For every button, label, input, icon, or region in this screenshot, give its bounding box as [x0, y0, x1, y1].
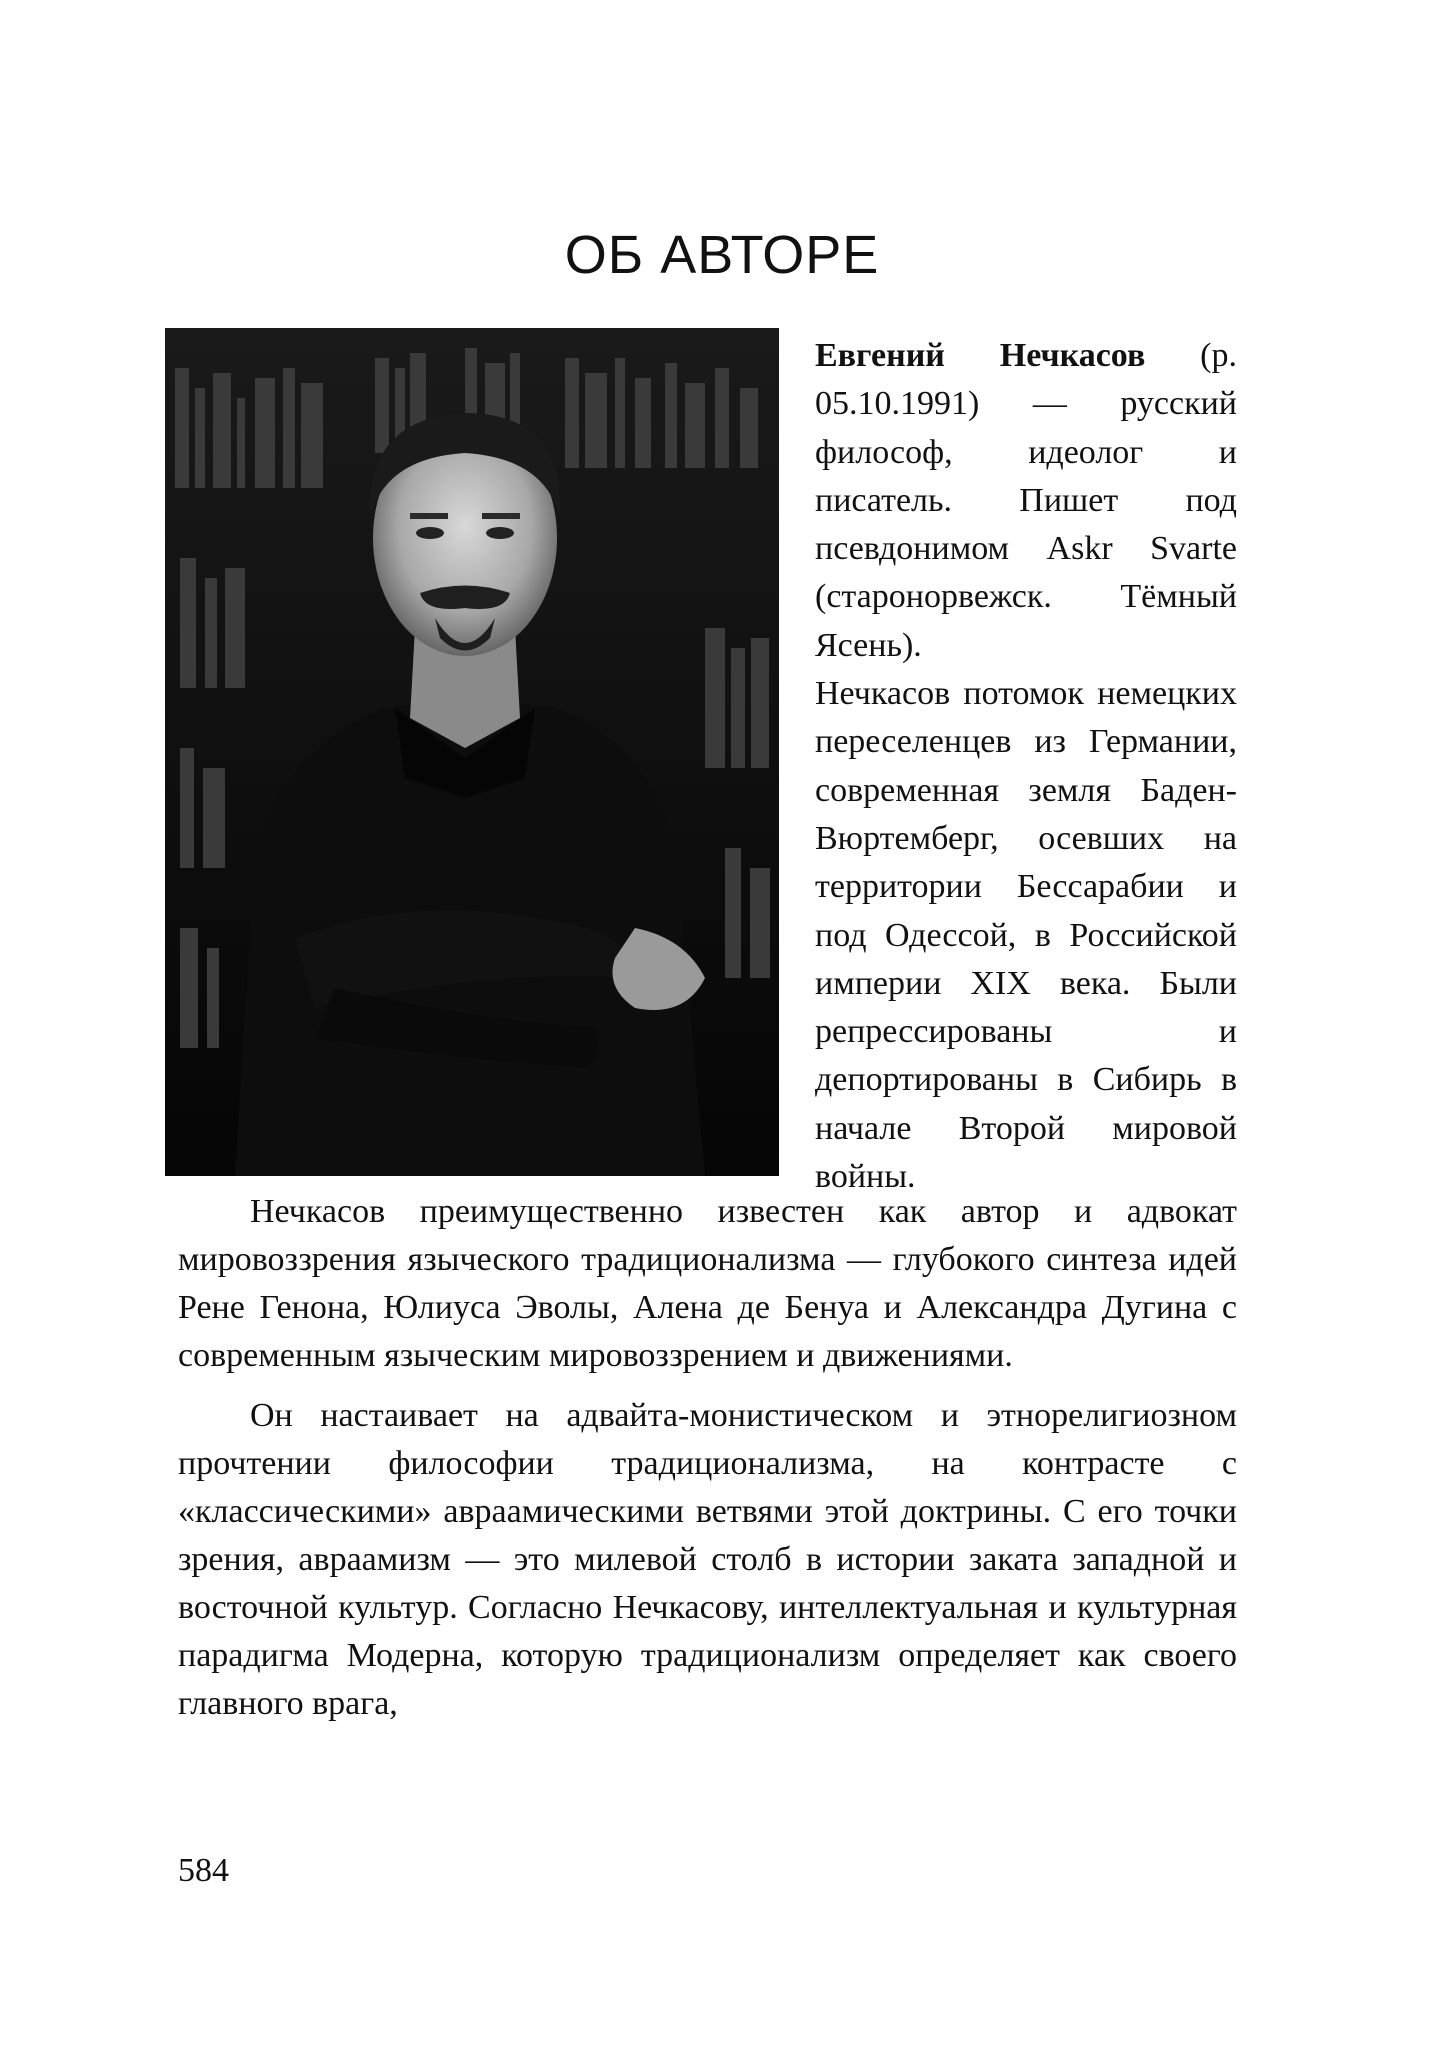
author-name: Евгений Нечкасов	[815, 337, 1146, 374]
bio-advaita: Он настаивает на адвайта-монистическом и этнорелигиозном прочтении философии традиционализма, на контрасте с «классическими» авраамическими ветвями этой доктрины. С его точки зрения, авраамизм — это милевой столб в истории заката западной и восточной культур. Согласно Нечкасову, интеллектуальная и культурная парадигма Модерна, которую традиционализм определяет как своего главного врага,	[178, 1397, 1237, 1722]
bio-traditionalism: Нечкасов преимущественно известен как автор и адвокат мировоззрения языческого традиционализма — глубокого синтеза идей Рене Генона, Юлиуса Эволы, Алена де Бенуа и Александра Дугина с современным языческим мировоззрением и движениями.	[178, 1193, 1237, 1374]
page-title: ОБ АВТОРЕ	[564, 225, 880, 286]
bio-main-column	[178, 1188, 1237, 1728]
bio-side-column	[815, 332, 1237, 1201]
bio-intro-rest: (р. 05.10.1991) — русский философ, идеолог и писатель. Пишет под псевдонимом Askr Svarte (старонорвежск. Тёмный Ясень).	[815, 337, 1238, 664]
bio-intro	[815, 332, 1237, 670]
author-portrait-icon	[165, 328, 779, 1176]
author-photo	[165, 328, 779, 1176]
bio-origins: Нечкасов потомок немецких переселенцев из Германии, современная земля Баден-Вюртемберг, осевших на территории Бессарабии и под Одессой, в Российской империи XIX века. Были репрессированы и депортированы в Сибирь в начале Второй мировой войны.	[815, 675, 1237, 1196]
page-number: 584	[178, 1852, 229, 1889]
